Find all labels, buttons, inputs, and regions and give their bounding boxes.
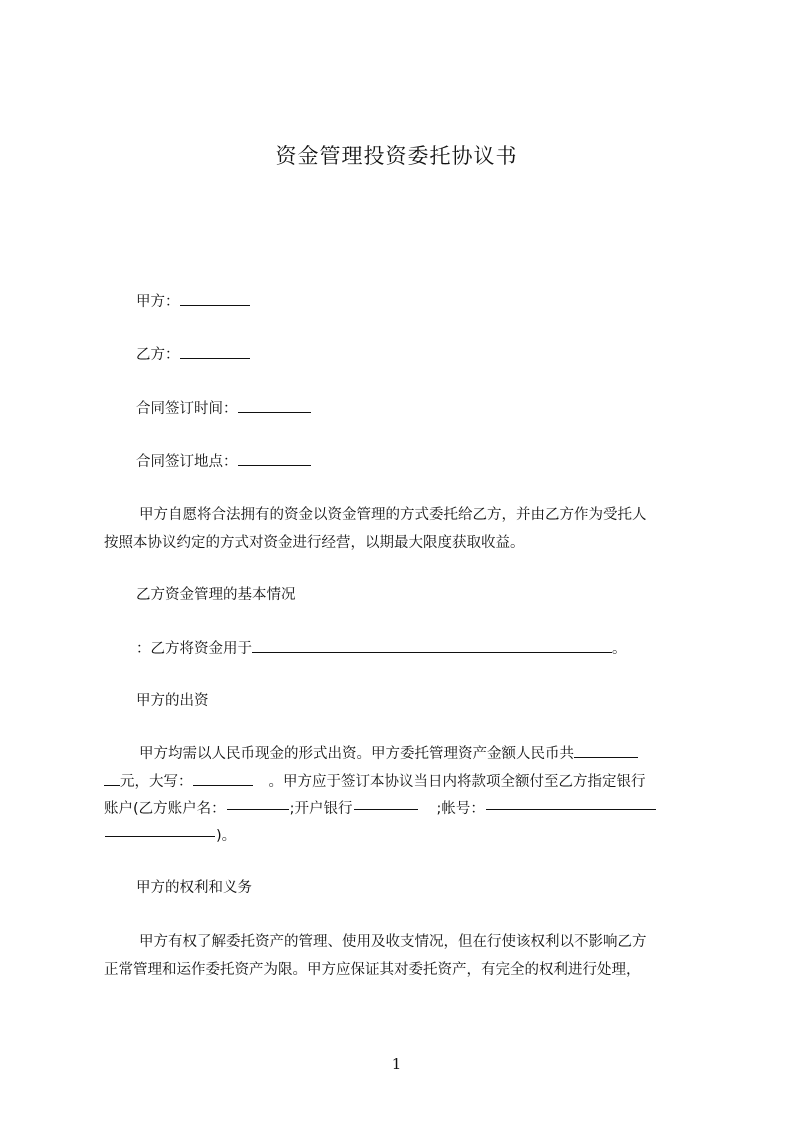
fund-use-prefix: ：乙方将资金用于 (136, 641, 252, 657)
fund-use-suffix: 。 (612, 641, 627, 657)
party-b-label: 乙方： (136, 347, 180, 363)
capital-line-2 (104, 771, 646, 792)
section-rights-heading: 甲方的权利和义务 (136, 880, 252, 896)
account-name-blank (227, 809, 289, 810)
sign-place-label: 合同签订地点： (136, 454, 238, 470)
fund-use-blank (252, 638, 612, 653)
party-a-field (136, 291, 250, 312)
amount-blank (574, 743, 638, 758)
capital-line-4-end: )。 (216, 828, 237, 844)
sign-place-blank (238, 451, 311, 466)
page-number: 1 (391, 1055, 402, 1073)
capital-line-2-a: 元，大写： (120, 774, 193, 790)
section-capital-heading: 甲方的出资 (136, 693, 209, 709)
bank-label: ;开户银行 (289, 801, 353, 817)
rights-line-2: 正常管理和运作委托资产为限。甲方应保证其对委托资产，有完全的权利进行处理， (104, 962, 641, 978)
account-number-blank-cont (105, 836, 215, 837)
account-number-blank (486, 809, 656, 810)
account-number-label: ;帐号： (436, 801, 485, 817)
capital-line-3 (104, 799, 657, 819)
sign-time-label: 合同签订时间： (136, 401, 238, 417)
party-a-label: 甲方： (136, 294, 180, 310)
party-b-field (136, 344, 250, 365)
capital-line-4 (104, 826, 236, 846)
capital-line-1 (139, 743, 638, 764)
amount-blank-cont (104, 771, 120, 786)
capital-line-1-text: 甲方均需以人民币现金的形式出资。甲方委托管理资产金额人民币共 (139, 746, 574, 762)
party-a-blank (180, 291, 250, 306)
rights-line-1: 甲方有权了解委托资产的管理、使用及收支情况，但在行使该权利以不影响乙方 (139, 934, 647, 950)
sign-time-field (136, 398, 311, 419)
sign-time-blank (238, 398, 311, 413)
intro-line-2: 按照本协议约定的方式对资金进行经营，以期最大限度获取收益。 (104, 535, 525, 551)
intro-line-1: 甲方自愿将合法拥有的资金以资金管理的方式委托给乙方，并由乙方作为受托人 (139, 507, 647, 523)
document-title: 资金管理投资委托协议书 (275, 144, 518, 168)
fund-use-line (136, 638, 627, 659)
bank-blank (354, 809, 418, 810)
sign-place-field (136, 451, 311, 472)
capital-line-2-b: 。甲方应于签订本协议当日内将款项全额付至乙方指定银行 (268, 774, 646, 790)
party-b-blank (180, 344, 250, 359)
account-name-label: 账户(乙方账户名： (104, 801, 226, 817)
amount-words-blank (193, 771, 253, 786)
section-basic-heading: 乙方资金管理的基本情况 (136, 587, 296, 603)
